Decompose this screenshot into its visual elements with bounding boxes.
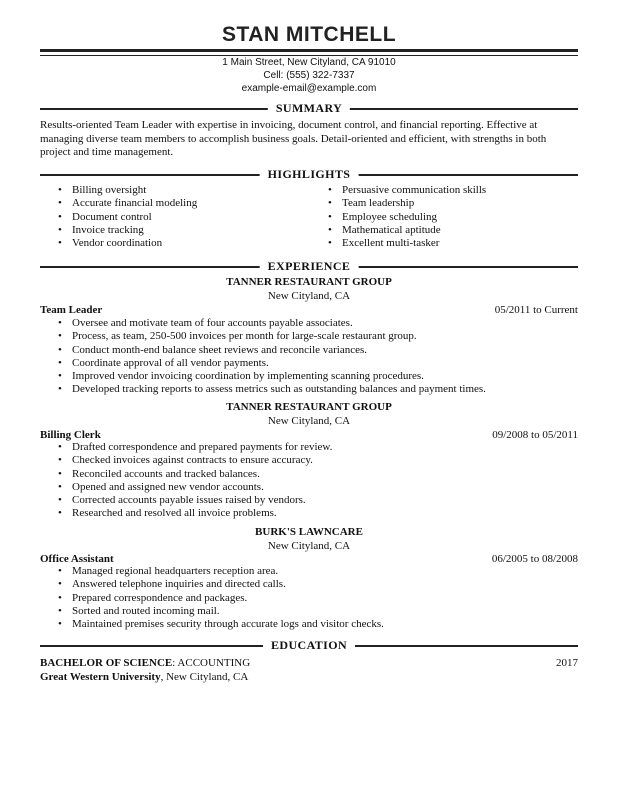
job-location: New Cityland, CA <box>267 290 351 302</box>
header-rule <box>40 49 578 56</box>
contact-address: 1 Main Street, New Cityland, CA 91010 <box>222 57 396 68</box>
summary-text: Results-oriented Team Leader with expertise in invoicing, document control, and financial reporting. Effective at managing diverse team members to accomplish business goals. Detail-oriented and efficient, with strengths in both project and time management. <box>40 119 547 158</box>
school-location: , New Cityland, CA <box>160 671 249 683</box>
job-dates: 09/2008 to 05/2011 <box>492 429 578 441</box>
job-bullet: • Developed tracking reports to assess metrics such as outstanding balances and payment times. <box>40 383 578 396</box>
school-name: Great Western University <box>40 671 161 683</box>
highlight-item: • Invoice tracking <box>40 224 310 237</box>
graduation-year: 2017 <box>556 657 578 669</box>
highlights-heading <box>40 166 578 182</box>
job-bullet: • Process, as team, 250-500 invoices per month for large-scale restaurant group. <box>40 330 578 343</box>
job-bullet: • Sorted and routed incoming mail. <box>40 605 578 618</box>
highlights-left-list <box>40 184 310 250</box>
degree-name: BACHELOR OF SCIENCE <box>40 657 173 669</box>
job-bullet: • Drafted correspondence and prepared payments for review. <box>40 441 578 454</box>
contact-cell: Cell: (555) 322-7337 <box>263 70 355 81</box>
job-bullet: • Managed regional headquarters reception area. <box>40 565 578 578</box>
job-bullet: • Oversee and motivate team of four accounts payable associates. <box>40 317 578 330</box>
job-bullet: • Researched and resolved all invoice problems. <box>40 507 578 520</box>
job-bullets <box>40 565 578 631</box>
job-title: Billing Clerk <box>40 429 101 441</box>
section-title: SUMMARY <box>268 100 350 116</box>
highlight-item: • Billing oversight <box>40 184 310 197</box>
contact-email: example-email@example.com <box>241 83 377 94</box>
education-heading <box>40 637 578 653</box>
job-location: New Cityland, CA <box>267 415 351 427</box>
highlight-item: • Vendor coordination <box>40 237 310 250</box>
job-bullet: • Corrected accounts payable issues raised by vendors. <box>40 494 578 507</box>
highlight-item: • Accurate financial modeling <box>40 197 310 210</box>
job-bullet: • Coordinate approval of all vendor payments. <box>40 357 578 370</box>
experience-heading <box>40 258 578 274</box>
job-bullet: • Answered telephone inquiries and directed calls. <box>40 578 578 591</box>
job-location: New Cityland, CA <box>267 540 351 552</box>
highlight-item: • Document control <box>40 211 310 224</box>
job-header-row <box>40 428 578 442</box>
job-dates: 06/2005 to 08/2008 <box>491 553 578 565</box>
job-bullets <box>40 317 578 397</box>
education-school-row <box>40 670 578 684</box>
highlight-item: • Excellent multi-tasker <box>310 237 578 250</box>
highlight-item: • Persuasive communication skills <box>310 184 578 197</box>
section-title: HIGHLIGHTS <box>260 166 359 182</box>
job-bullets <box>40 441 578 521</box>
job-organization: TANNER RESTAURANT GROUP <box>226 401 392 413</box>
job-bullet: • Reconciled accounts and tracked balances. <box>40 468 578 481</box>
job-dates: 05/2011 to Current <box>494 304 578 316</box>
highlight-item: • Mathematical aptitude <box>310 224 578 237</box>
job-organization: TANNER RESTAURANT GROUP <box>226 276 392 288</box>
candidate-name: STAN MITCHELL <box>221 23 397 46</box>
job-bullet: • Maintained premises security through accurate logs and visitor checks. <box>40 618 578 631</box>
degree-field: : ACCOUNTING <box>172 657 251 669</box>
job-bullet: • Conduct month-end balance sheet reviews and reconcile variances. <box>40 344 578 357</box>
job-header-row <box>40 303 578 317</box>
highlight-item: • Team leadership <box>310 197 578 210</box>
job-header-row <box>40 552 578 566</box>
education-degree-row <box>40 656 578 670</box>
job-bullet: • Checked invoices against contracts to ensure accuracy. <box>40 454 578 467</box>
job-title: Office Assistant <box>40 553 114 565</box>
job-organization: BURK'S LAWNCARE <box>255 526 363 538</box>
summary-heading <box>40 100 578 116</box>
job-title: Team Leader <box>40 304 103 316</box>
section-title: EXPERIENCE <box>260 258 359 274</box>
job-bullet: • Improved vendor invoicing coordination by implementing scanning procedures. <box>40 370 578 383</box>
job-bullet: • Opened and assigned new vendor accounts. <box>40 481 578 494</box>
section-title: EDUCATION <box>263 637 355 653</box>
highlights-right-list <box>310 184 578 250</box>
highlight-item: • Employee scheduling <box>310 211 578 224</box>
job-bullet: • Prepared correspondence and packages. <box>40 592 578 605</box>
